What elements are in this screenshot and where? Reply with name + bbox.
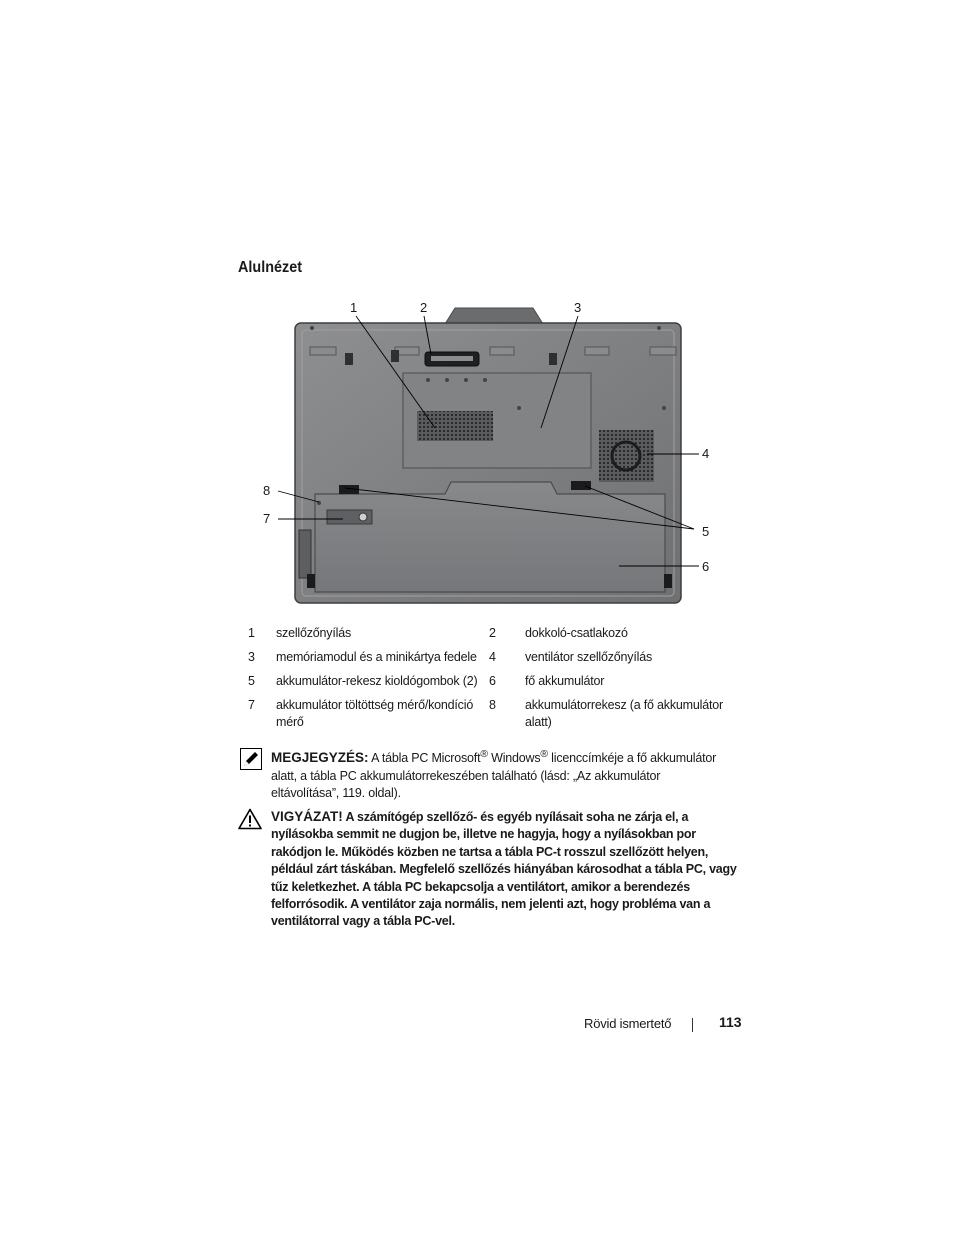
- bottom-view-figure: [255, 298, 725, 610]
- callout-label: 2: [420, 300, 428, 315]
- warning-label: VIGYÁZAT!: [271, 809, 343, 824]
- footer-section-title: Rövid ismertető: [584, 1016, 672, 1031]
- callout-label: 8: [263, 483, 271, 498]
- part-number: 3: [248, 650, 255, 664]
- table-row: [238, 694, 738, 735]
- parts-table: [238, 622, 738, 735]
- part-number: 6: [489, 674, 496, 688]
- part-label: akkumulátorrekesz (a fő akkumulátor alatt): [525, 698, 723, 729]
- tablet-bottom-illustration: [255, 298, 725, 610]
- warning-text: A számítógép szellőző- és egyéb nyílásait soha ne zárja el, a nyílásokba semmit ne dugjon be, illetve ne hagyja, hogy a nyílásokban por rakódjon le. Működés közben ne tartsa a tábla PC-t rosszul szellőzött helyen, például zárt táskában. Megfelelő szellőzés hiányában károsodhat a tábla PC, vagy tűz keletkezhet. A tábla PC bekapcsolja a ventilátort, amikor a berendezés felforrósodik. A ventilátor zaja normális, nem jelenti azt, hogy probléma van a ventilátorral vagy a tábla PC-vel.: [271, 810, 737, 929]
- note-pencil-icon: [240, 748, 262, 770]
- part-label: akkumulátor töltöttség mérő/kondíció mérő: [276, 698, 474, 729]
- footer-divider: [692, 1018, 693, 1032]
- part-number: 4: [489, 650, 496, 664]
- part-label: akkumulátor-rekesz kioldógombok (2): [276, 674, 478, 688]
- note-text: licenccímkéje a fő akkumulátor alatt, a tábla PC akkumulátorrekeszében található (lásd: „Az akkumulátor eltávolítása”, 119. oldal).: [271, 751, 717, 801]
- part-number: 1: [248, 626, 255, 640]
- part-number: 8: [489, 698, 496, 712]
- part-number: 7: [248, 698, 255, 712]
- section-heading: Alulnézet: [238, 259, 303, 276]
- note-text: Windows: [487, 751, 541, 766]
- part-label: dokkoló-csatlakozó: [525, 626, 628, 640]
- table-row: [238, 622, 738, 646]
- part-number: 5: [248, 674, 255, 688]
- part-label: ventilátor szellőzőnyílás: [525, 650, 653, 664]
- registered-mark: ®: [540, 749, 548, 760]
- note-text: A tábla PC Microsoft: [368, 751, 481, 766]
- note-label: MEGJEGYZÉS:: [271, 750, 369, 766]
- table-row: [238, 670, 738, 694]
- callout-label: 5: [702, 524, 710, 539]
- part-label: memóriamodul és a minikártya fedele: [276, 650, 477, 664]
- page-number: 113: [719, 1014, 742, 1030]
- callout-label: 3: [574, 300, 582, 315]
- callout-label: 7: [263, 511, 271, 526]
- warning-block: [271, 808, 741, 931]
- callout-label: 4: [702, 446, 710, 461]
- callout-label: 1: [350, 300, 358, 315]
- registered-mark: ®: [480, 749, 488, 760]
- part-label: szellőzőnyílás: [276, 626, 352, 640]
- callout-label: 6: [702, 559, 710, 574]
- note-block: [271, 746, 731, 803]
- warning-triangle-icon: [238, 808, 262, 830]
- part-number: 2: [489, 626, 496, 640]
- part-label: fő akkumulátor: [525, 674, 605, 688]
- table-row: [238, 646, 738, 670]
